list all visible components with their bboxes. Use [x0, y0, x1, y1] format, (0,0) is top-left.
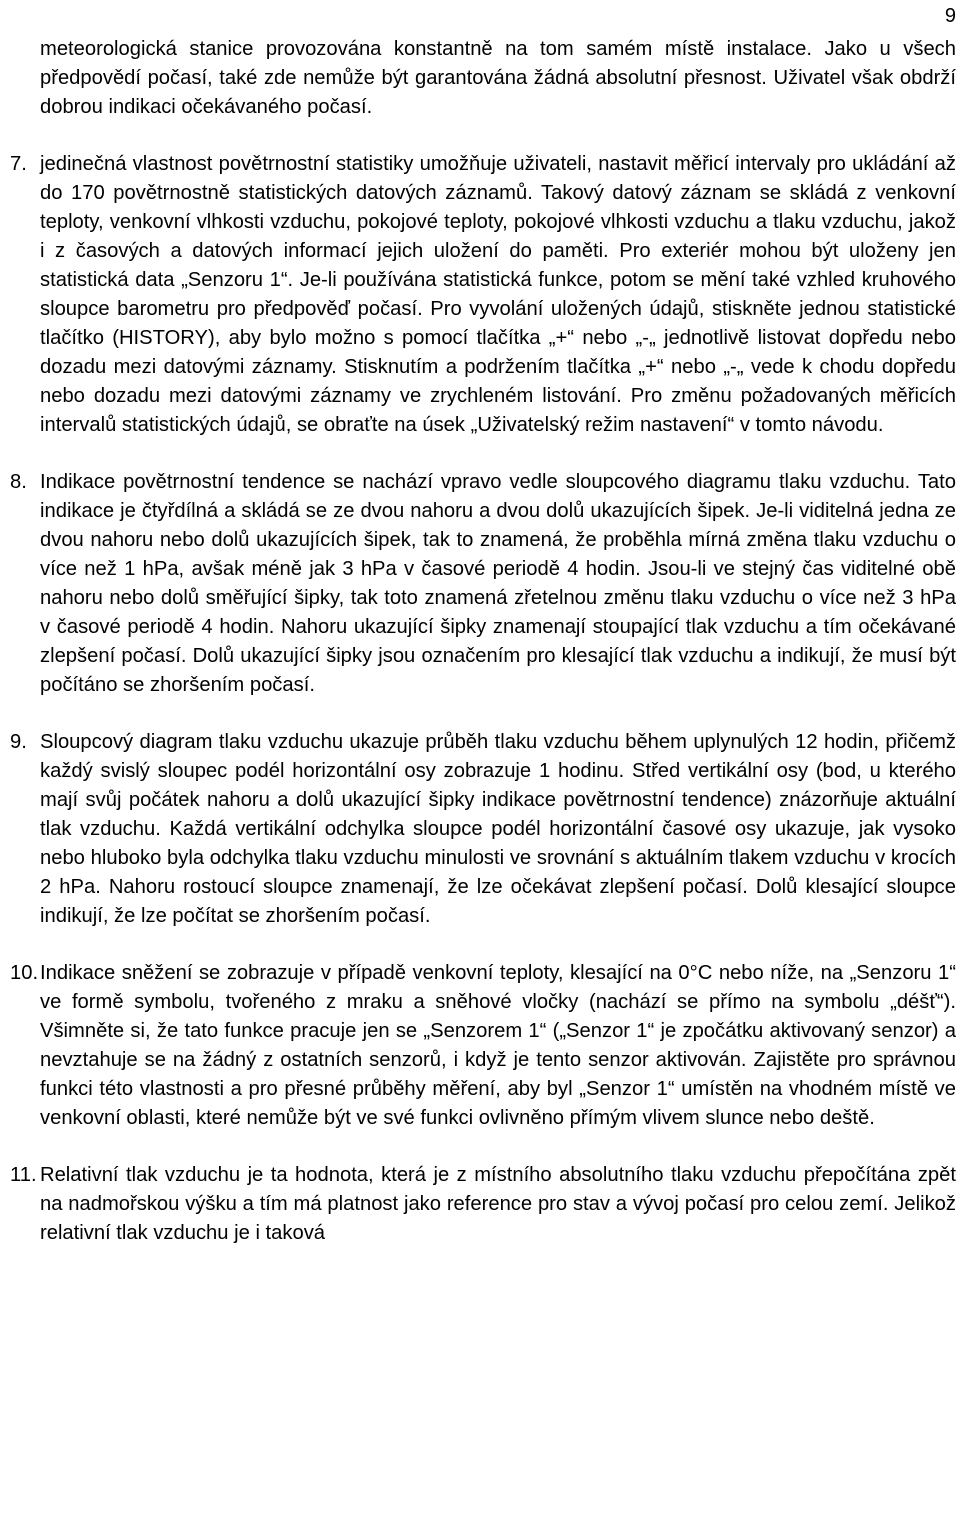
list-item-text: Sloupcový diagram tlaku vzduchu ukazuje průběh tlaku vzduchu během uplynulých 12 hodin, přičemž každý svislý sloupec podél horizontální osy zobrazuje 1 hodinu. Střed vertikální osy (bod, u kterého mají svůj počátek nahoru a dolů ukazující šipky indikace povětrnostní tendence) znázorňuje aktuální tlak vzduchu. Každá vertikální odchylka sloupce podél horizontální časové osy ukazuje, jak vysoko nebo hluboko byla odchylka tlaku vzduchu minulosti ve srovnání s aktuálním tlakem vzduchu v krocích 2 hPa. Nahoru rostoucí sloupce znamenají, že lze očekávat zlepšení počasí. Dolů klesající sloupce indikují, že lze počítat se zhoršením počasí.	[40, 731, 956, 927]
list-item-9	[10, 728, 956, 931]
list-item-11	[10, 1161, 956, 1248]
list-item-text: Indikace sněžení se zobrazuje v případě venkovní teploty, klesající na 0°C nebo níže, na „Senzoru 1“ ve formě symbolu, tvořeného z mraku a sněhové vločky (nachází se přímo na symbolu „déšť“). Všimněte si, že tato funkce pracuje jen se „Senzorem 1“ („Senzor 1“ je zpočátku aktivovaný senzor) a nevztahuje se na žádný z ostatních senzorů, i když je tento senzor aktivován. Zajistěte pro správnou funkci této vlastnosti a pro přesné průběhy měření, aby byl „Senzor 1“ umístěn na vhodném místě ve venkovní oblasti, které nemůže být ve své funkci ovlivněno přímým vlivem slunce nebo deště.	[40, 962, 956, 1129]
paragraph-spacer	[10, 122, 956, 150]
list-item-7	[10, 150, 956, 440]
list-item-text: jedinečná vlastnost povětrnostní statistiky umožňuje uživateli, nastavit měřicí intervaly pro ukládání až do 170 povětrnostně statistických datových záznamů. Takový datový záznam se skládá z venkovní teploty, venkovní vlhkosti vzduchu, pokojové teploty, pokojové vlhkosti vzduchu a tlaku vzduchu, jakož i z časových a datových informací jejich uložení do paměti. Pro exteriér mohou být uloženy jen statistická data „Senzoru 1“. Je-li používána statistická funkce, potom se mění také vzhled kruhového sloupce barometru pro předpověď počasí. Pro vyvolání uložených údajů, stiskněte jednou statistické tlačítko (HISTORY), aby bylo možno s pomocí tlačítka „+“ nebo „-„ jednotlivě listovat dopředu nebo dozadu mezi datovými záznamy. Stisknutím a podržením tlačítka „+“ nebo „-„ vede k chodu dopředu nebo dozadu mezi datovými záznamy ve zrychleném listování. Pro změnu požadovaných měřicích intervalů statistických údajů, se obraťte na úsek „Uživatelský režim nastavení“ v tomto návodu.	[40, 153, 956, 436]
paragraph-spacer	[10, 440, 956, 468]
paragraph-spacer	[10, 931, 956, 959]
list-item-8	[10, 468, 956, 700]
list-item-number: 11.	[10, 1164, 37, 1186]
paragraph-spacer	[10, 1133, 956, 1161]
document-body	[10, 35, 956, 1248]
list-item-number: 7.	[10, 153, 27, 175]
continuation-paragraph: meteorologická stanice provozována konstantně na tom samém místě instalace. Jako u všech předpovědí počasí, také zde nemůže být garantována žádná absolutní přesnost. Uživatel však obdrží dobrou indikaci očekávaného počasí.	[40, 38, 956, 118]
list-item-number: 10.	[10, 962, 39, 984]
list-item-text: Relativní tlak vzduchu je ta hodnota, která je z místního absolutního tlaku vzduchu přepočítána zpět na nadmořskou výšku a tím má platnost jako reference pro stav a vývoj počasí pro celou zemí. Jelikož relativní tlak vzduchu je i taková	[40, 1164, 956, 1244]
list-item-10	[10, 959, 956, 1133]
page-number: 9	[944, 5, 956, 27]
list-item-number: 9.	[10, 731, 27, 753]
list-item-text: Indikace povětrnostní tendence se nachází vpravo vedle sloupcového diagramu tlaku vzduchu. Tato indikace je čtyřdílná a skládá se ze dvou nahoru a dvou dolů ukazujících šipek. Je-li viditelná jedna ze dvou nahoru nebo dolů ukazujících šipek, tak to znamená, že proběhla mírná změna tlaku vzduchu o více než 1 hPa, avšak méně jak 3 hPa v časové periodě 4 hodin. Jsou-li ve stejný čas viditelné obě nahoru nebo dolů směřující šipky, tak toto znamená zřetelnou změnu tlaku vzduchu o více než 3 hPa v časové periodě 4 hodin. Nahoru ukazující šipky znamenají stoupající tlak vzduchu a tím očekávané zlepšení počasí. Dolů ukazující šipky jsou označením pro klesající tlak vzduchu a indikují, že musí být počítáno se zhoršením počasí.	[40, 471, 956, 696]
paragraph-spacer	[10, 700, 956, 728]
list-item-number: 8.	[10, 471, 27, 493]
